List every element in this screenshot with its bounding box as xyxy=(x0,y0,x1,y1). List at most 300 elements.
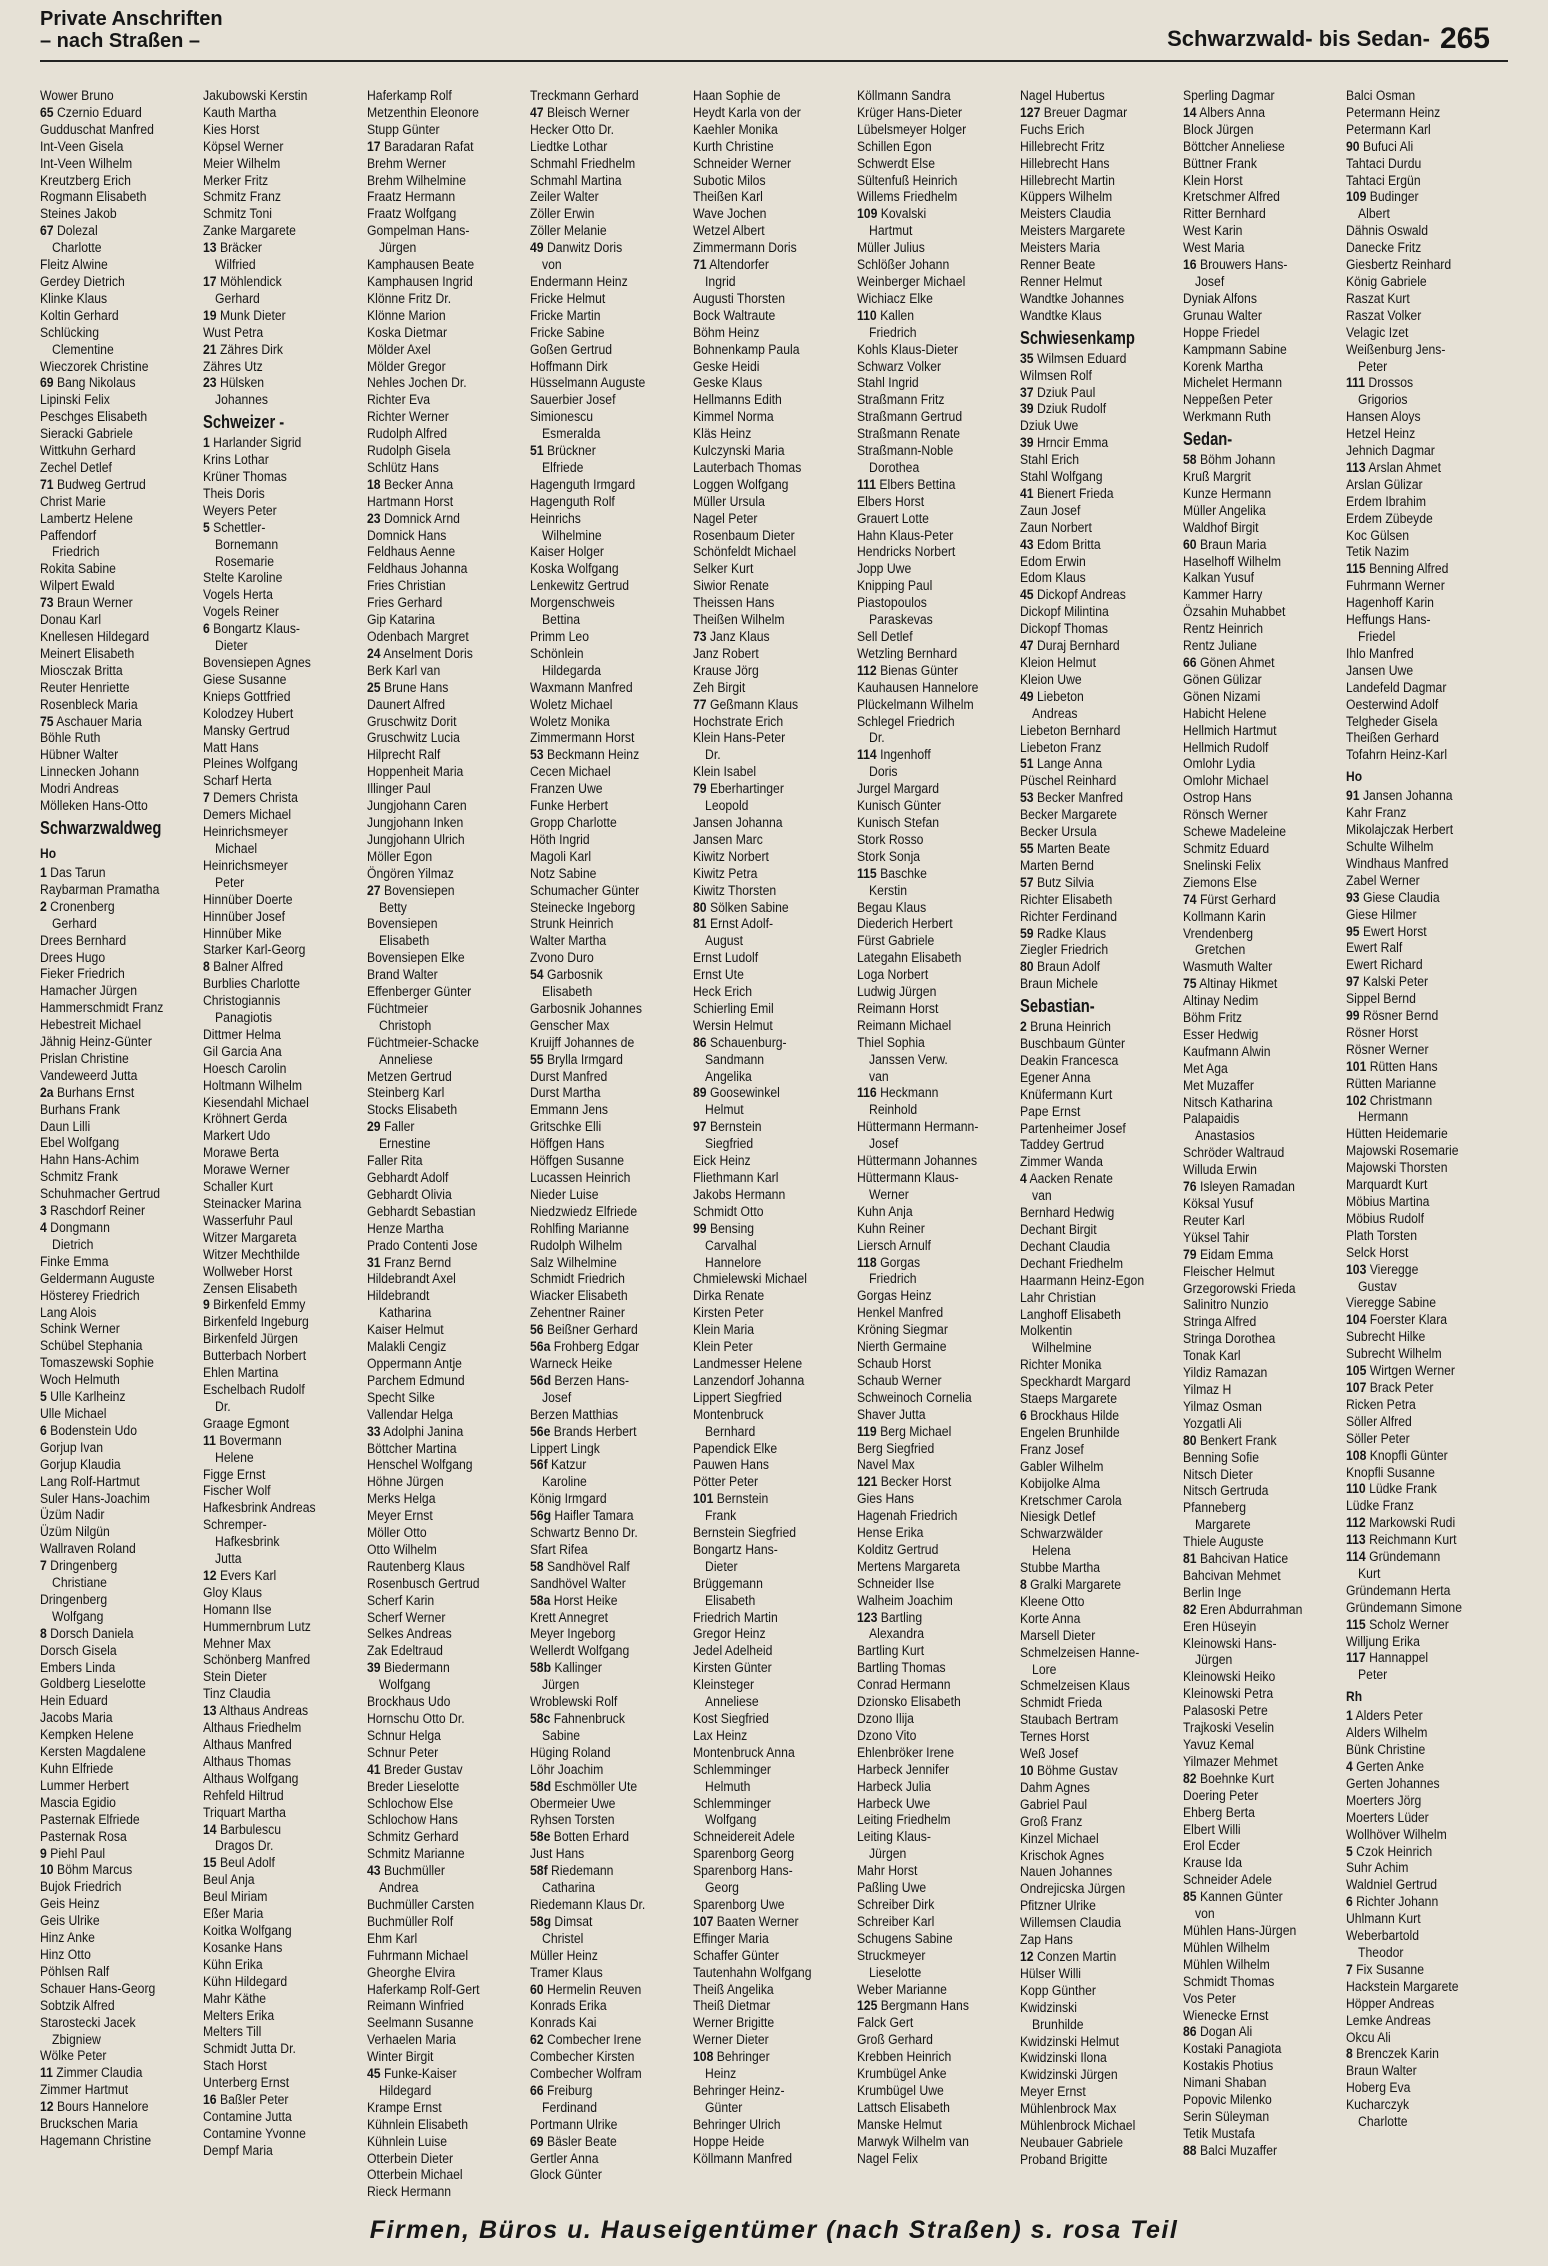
directory-entry: Stringa Alfred xyxy=(1183,1314,1257,1331)
directory-entry: Lattsch Elisabeth xyxy=(856,2099,950,2116)
directory-entry: Leiting Friedhelm xyxy=(856,1812,951,1829)
directory-entry: 12 Conzen Martin xyxy=(1019,1948,1117,1965)
directory-entry: 108 Behringer xyxy=(693,2049,770,2066)
directory-entry: Schneider Ilse xyxy=(856,1575,934,1592)
house-number: 49 xyxy=(1019,688,1034,705)
directory-entry: West Karin xyxy=(1183,223,1243,240)
directory-entry: Stork Rosso xyxy=(856,831,923,848)
entry-continuation: Lieselotte xyxy=(868,1964,921,1981)
directory-entry: 7 Dringenberg xyxy=(40,1558,118,1575)
house-number: 117 xyxy=(1346,1650,1367,1667)
directory-entry: Kauhausen Hannelore xyxy=(856,679,978,696)
directory-entry: Straßmann-Noble xyxy=(856,443,953,460)
directory-entry: Tomaszewski Sophie xyxy=(40,1355,154,1372)
directory-entry: Renner Beate xyxy=(1019,257,1096,274)
directory-entry: Kiwitz Norbert xyxy=(693,848,770,865)
entry-continuation: Bettina xyxy=(541,612,580,629)
directory-entry: Zvono Duro xyxy=(529,950,594,967)
directory-entry: Schmidt Jutta Dr. xyxy=(203,2041,297,2058)
directory-entry: Beul Anja xyxy=(203,1872,255,1889)
directory-entry: Mascia Egidio xyxy=(40,1794,116,1811)
directory-entry: Schmitz Franz xyxy=(203,189,282,206)
directory-entry: Strunk Heinrich xyxy=(529,916,614,933)
house-number: 58f xyxy=(529,1863,548,1880)
directory-entry: Siwior Renate xyxy=(693,578,770,595)
entry-continuation: Johannes xyxy=(215,392,269,409)
directory-entry: Begau Klaus xyxy=(856,899,926,916)
directory-entry: Werner Brigitte xyxy=(693,2015,775,2032)
directory-entry: Goßen Gertrud xyxy=(529,341,612,358)
street-heading: Sebastian- xyxy=(1019,996,1095,1017)
directory-entry: Lang Alois xyxy=(40,1304,97,1321)
directory-entry: Dechant Claudia xyxy=(1019,1238,1111,1255)
entry-continuation: Angelika xyxy=(705,1068,753,1085)
directory-entry: Pauwen Hans xyxy=(693,1457,770,1474)
directory-entry: Gheorghe Elvira xyxy=(366,1964,455,1981)
entry-continuation: Jürgen xyxy=(1195,1652,1233,1669)
directory-entry: Henkel Manfred xyxy=(856,1305,943,1322)
directory-entry: Plückelmann Wilhelm xyxy=(856,696,974,713)
directory-entry: Schaller Kurt xyxy=(203,1179,274,1196)
directory-entry: Arslan Gülizar xyxy=(1346,476,1424,493)
entry-continuation: Wolfgang xyxy=(52,1608,104,1625)
directory-entry: Sültenfuß Heinrich xyxy=(856,172,957,189)
directory-entry: Giese Susanne xyxy=(203,671,287,688)
directory-entry: Kohls Klaus-Dieter xyxy=(856,341,958,358)
directory-entry: Jakobs Hermann xyxy=(693,1186,786,1203)
directory-entry: Yilmaz H xyxy=(1183,1381,1232,1398)
directory-entry: Riedemann Klaus Dr. xyxy=(529,1896,646,1913)
entry-continuation: Clementine xyxy=(52,341,114,358)
directory-entry: 6 Richter Johann xyxy=(1346,1894,1439,1911)
directory-entry: Hahn Klaus-Peter xyxy=(856,527,953,544)
directory-entry: Wersin Helmut xyxy=(693,1017,773,1034)
directory-entry: Schmelzeisen Klaus xyxy=(1019,1678,1130,1695)
directory-entry: Moerters Jörg xyxy=(1346,1792,1422,1809)
directory-entry: Krumbügel Uwe xyxy=(856,2082,944,2099)
house-number: 116 xyxy=(856,1085,877,1102)
directory-entry: Berzen Matthias xyxy=(529,1406,619,1423)
directory-entry: Ondrejicska Jürgen xyxy=(1019,1881,1125,1898)
directory-entry: Kempken Helene xyxy=(40,1727,134,1744)
directory-entry: Neppeßen Peter xyxy=(1183,392,1273,409)
directory-entry: Jansen Uwe xyxy=(1346,662,1414,679)
directory-entry: Dempf Maria xyxy=(203,2142,274,2159)
directory-entry: Serin Süleyman xyxy=(1183,2108,1270,2125)
directory-entry: Korte Anna xyxy=(1019,1610,1081,1627)
directory-entry: Plath Torsten xyxy=(1346,1227,1418,1244)
directory-entry: Treckmann Gerhard xyxy=(529,88,639,104)
directory-entry: Liebeton Franz xyxy=(1019,739,1102,756)
entry-continuation: Kerstin xyxy=(868,882,907,899)
directory-entry: Schierling Emil xyxy=(693,1000,774,1017)
directory-entry: Schlegel Friedrich xyxy=(856,713,955,730)
directory-entry: Schmitz Toni xyxy=(203,206,273,223)
entry-continuation: Frank xyxy=(705,1508,737,1525)
directory-entry: Lippert Lingk xyxy=(529,1440,600,1457)
directory-entry: Gudduschat Manfred xyxy=(40,121,154,138)
entry-continuation: Dietrich xyxy=(52,1236,94,1253)
directory-entry: Weißenburg Jens- xyxy=(1346,341,1446,358)
directory-entry: Faller Rita xyxy=(366,1153,423,1170)
directory-entry: Müller Julius xyxy=(856,240,925,257)
entry-continuation: Reinhold xyxy=(868,1102,917,1119)
directory-entry: Krause Jörg xyxy=(693,662,759,679)
directory-entry: Oppermann Antje xyxy=(366,1355,462,1372)
directory-entry: Brand Walter xyxy=(366,967,438,984)
directory-entry: Kiesendahl Michael xyxy=(203,1094,310,1111)
directory-entry: Unterberg Ernst xyxy=(203,2075,290,2092)
directory-entry: Kühnlein Luise xyxy=(366,2133,447,2150)
directory-entry: Haarmann Heinz-Egon xyxy=(1019,1272,1144,1289)
directory-entry: Fraatz Hermann xyxy=(366,189,455,206)
directory-entry: Gönen Nizami xyxy=(1183,688,1261,705)
entry-continuation: Dieter xyxy=(215,638,248,655)
directory-entry: Gompelman Hans- xyxy=(366,223,470,240)
directory-entry: Ryhsen Torsten xyxy=(529,1812,615,1829)
directory-entry: Rudolph Wilhelm xyxy=(529,1237,623,1254)
directory-entry: Dorsch Gisela xyxy=(40,1642,117,1659)
directory-entry: Scharf Herta xyxy=(203,773,272,790)
directory-entry: Kunisch Stefan xyxy=(856,814,939,831)
directory-entry: Ihlo Manfred xyxy=(1346,645,1415,662)
entry-continuation: Carvalhal xyxy=(705,1237,757,1254)
house-number: 13 xyxy=(203,240,217,257)
directory-entry: Gorjup Ivan xyxy=(40,1439,104,1456)
directory-entry: Fleitz Alwine xyxy=(40,257,108,274)
directory-entry: Brehm Werner xyxy=(366,155,446,172)
entry-continuation: Ingrid xyxy=(705,273,736,290)
directory-entry: Lemke Andreas xyxy=(1346,2012,1432,2029)
directory-entry: Koska Dietmar xyxy=(366,324,447,341)
directory-entry: Schönberg Manfred xyxy=(203,1652,311,1669)
house-number: 74 xyxy=(1183,891,1197,908)
entry-continuation: Wolfgang xyxy=(705,1812,757,1829)
house-number: 8 xyxy=(40,1625,47,1642)
house-number: 107 xyxy=(693,1913,714,1930)
house-number: 7 xyxy=(1346,1961,1354,1978)
entry-continuation: Josef xyxy=(541,1389,572,1406)
directory-entry: Zaun Norbert xyxy=(1019,519,1092,536)
directory-entry: Lübelsmeyer Holger xyxy=(856,121,966,138)
directory-entry: 105 Wirtgen Werner xyxy=(1346,1363,1456,1380)
directory-entry: Fleischer Helmut xyxy=(1183,1263,1275,1280)
directory-entry: Proband Brigitte xyxy=(1019,2151,1108,2168)
directory-column-1 xyxy=(40,88,198,2150)
directory-entry: Hornschu Otto Dr. xyxy=(366,1711,465,1727)
directory-entry: Hense Erika xyxy=(856,1525,923,1542)
directory-entry: 107 Baaten Werner xyxy=(693,1913,799,1930)
directory-entry: Combecher Kirsten xyxy=(529,2049,635,2066)
directory-entry: Palasoski Petre xyxy=(1183,1703,1268,1720)
directory-entry: Glock Günter xyxy=(529,2167,602,2184)
directory-entry: Willjung Erika xyxy=(1346,1633,1421,1650)
directory-entry: 4 Gerten Anke xyxy=(1346,1759,1425,1775)
directory-entry: Demers Michael xyxy=(203,807,292,824)
directory-entry: Effenberger Günter xyxy=(366,984,471,1001)
directory-entry: Müller Ursula xyxy=(693,493,766,510)
house-number: 59 xyxy=(1019,925,1034,942)
header-rule xyxy=(40,60,1508,62)
entry-continuation: Helmuth xyxy=(705,1778,751,1795)
directory-entry: Schaffer Günter xyxy=(693,1947,780,1964)
directory-entry: Mühlenbrock Michael xyxy=(1019,2118,1136,2135)
directory-entry: Piastopoulos xyxy=(856,595,927,612)
directory-entry: Waldniel Gertrud xyxy=(1346,1877,1438,1894)
house-number: 8 xyxy=(1019,1577,1027,1594)
directory-entry: Notz Sabine xyxy=(529,865,597,882)
directory-entry: Zabel Werner xyxy=(1346,872,1421,889)
directory-entry: 80 Braun Adolf xyxy=(1019,959,1100,976)
directory-entry: Hüttermann Hermann- xyxy=(856,1119,978,1136)
directory-entry: 67 Dolezal xyxy=(40,223,98,240)
directory-entry: Palapaidis xyxy=(1183,1111,1240,1128)
house-number: 90 xyxy=(1346,138,1360,155)
directory-entry: 107 Brack Peter xyxy=(1346,1379,1434,1396)
directory-entry: Illinger Paul xyxy=(366,781,431,798)
directory-entry: 19 Munk Dieter xyxy=(203,307,287,324)
entry-continuation: Peter xyxy=(215,874,245,891)
entry-continuation: Hartmut xyxy=(868,223,912,240)
directory-entry: Hülser Willi xyxy=(1019,1965,1081,1982)
house-number: 49 xyxy=(529,240,544,257)
directory-entry: Gerdey Dietrich xyxy=(40,273,125,290)
directory-entry: Tramer Klaus xyxy=(529,1964,603,1981)
directory-entry: 113 Arslan Ahmet xyxy=(1346,459,1442,476)
house-number: 24 xyxy=(366,645,381,662)
directory-entry: Bruckschen Maria xyxy=(40,2116,138,2133)
directory-entry: 41 Bienert Frieda xyxy=(1019,485,1114,502)
directory-entry: Gebhardt Olivia xyxy=(366,1186,452,1203)
house-number: 75 xyxy=(40,713,54,730)
directory-entry: Schneidereit Adele xyxy=(693,1829,795,1846)
directory-entry: 33 Adolphi Janina xyxy=(366,1423,463,1440)
directory-entry: Zanke Margarete xyxy=(203,223,297,240)
house-number: 3 xyxy=(40,1203,47,1220)
directory-entry: Weber Marianne xyxy=(856,1981,947,1998)
directory-entry: Bovensiepen Elke xyxy=(366,950,465,967)
directory-entry: Dziuk Uwe xyxy=(1019,418,1079,435)
directory-entry: Willemsen Claudia xyxy=(1019,1915,1121,1932)
directory-entry: 81 Bahcivan Hatice xyxy=(1183,1551,1289,1568)
house-number: 51 xyxy=(529,443,544,460)
directory-entry: Meier Wilhelm xyxy=(203,155,281,172)
entry-continuation: Hannelore xyxy=(705,1254,762,1271)
directory-entry: Pasternak Elfriede xyxy=(40,1811,140,1828)
directory-entry: 58g Dimsat xyxy=(529,1913,593,1930)
entry-continuation: Friedrich xyxy=(868,1271,917,1288)
directory-entry: Giese Hilmer xyxy=(1346,906,1417,923)
directory-entry: Raszat Volker xyxy=(1346,307,1422,324)
directory-entry: 74 Fürst Gerhard xyxy=(1183,891,1277,908)
directory-entry: Meinert Elisabeth xyxy=(40,645,135,662)
entry-continuation: Charlotte xyxy=(52,240,102,257)
directory-entry: 13 Althaus Andreas xyxy=(203,1703,309,1720)
directory-entry: Jurgel Margard xyxy=(856,781,939,798)
directory-entry: Schmidt Thomas xyxy=(1183,1973,1275,1990)
directory-entry: 5 Schettler- xyxy=(203,519,266,536)
house-number: 97 xyxy=(1346,974,1360,991)
directory-entry: 80 Sölken Sabine xyxy=(693,899,789,916)
directory-entry: Hagenguth Rolf xyxy=(529,493,615,510)
house-number: 1 xyxy=(40,864,47,881)
directory-entry: Matt Hans xyxy=(203,739,259,756)
directory-entry: Zöller Erwin xyxy=(529,206,595,223)
directory-entry: Rentz Juliane xyxy=(1183,638,1258,655)
entry-continuation: Hafkesbrink xyxy=(215,1534,280,1551)
directory-entry: Diederich Herbert xyxy=(856,916,953,933)
entry-continuation: August xyxy=(705,933,744,950)
directory-entry: Straßmann Fritz xyxy=(856,392,944,409)
directory-entry: Sandhövel Walter xyxy=(529,1575,626,1592)
directory-entry: Ludwig Jürgen xyxy=(856,984,936,1001)
directory-entry: Heinrichsmeyer xyxy=(203,857,289,874)
directory-entry: Genscher Max xyxy=(529,1017,610,1034)
directory-entry: Witzer Margareta xyxy=(203,1229,297,1246)
entry-continuation: Dragos Dr. xyxy=(215,1838,274,1855)
directory-entry: Metzen Gertrud xyxy=(366,1068,452,1085)
directory-entry: Hüsselmann Auguste xyxy=(529,375,646,392)
directory-entry: Ziegler Friedrich xyxy=(1019,942,1108,959)
house-number: 104 xyxy=(1346,1312,1367,1329)
directory-entry: 97 Bernstein xyxy=(693,1119,762,1136)
directory-entry: Kuhn Reiner xyxy=(856,1220,925,1237)
directory-entry: Fuhrmann Michael xyxy=(366,1947,468,1964)
directory-entry: Kahr Franz xyxy=(1346,805,1407,822)
directory-entry: Hoppenheit Maria xyxy=(366,764,463,781)
directory-entry: Peschges Elisabeth xyxy=(40,409,148,426)
directory-entry: 9 Birkenfeld Emmy xyxy=(203,1297,306,1314)
directory-entry: 56e Brands Herbert xyxy=(529,1423,637,1440)
directory-entry: Specht Silke xyxy=(366,1389,435,1406)
directory-entry: Schmelzeisen Hanne- xyxy=(1019,1644,1140,1661)
directory-entry: Böttcher Anneliese xyxy=(1183,138,1285,155)
directory-entry: Nitsch Gertruda xyxy=(1183,1483,1269,1500)
directory-entry: Ehlen Martina xyxy=(203,1365,279,1382)
directory-entry: Wetzling Bernhard xyxy=(856,645,957,662)
house-number: 4 xyxy=(1019,1171,1027,1188)
directory-entry: Fricke Martin xyxy=(529,307,601,324)
directory-entry: Zensen Elisabeth xyxy=(203,1280,298,1297)
house-number: 97 xyxy=(693,1119,707,1136)
directory-entry: Burblies Charlotte xyxy=(203,976,301,993)
directory-entry: Kopp Günther xyxy=(1019,1982,1096,1999)
directory-entry: 81 Ernst Adolf- xyxy=(693,916,774,933)
directory-entry: Wetzel Albert xyxy=(693,223,765,240)
directory-entry: Hildebrandt Axel xyxy=(366,1271,456,1288)
directory-entry: Hetzel Heinz xyxy=(1346,426,1416,443)
house-number: 109 xyxy=(1346,189,1367,206)
directory-entry: Schnur Helga xyxy=(366,1727,441,1744)
house-number: 25 xyxy=(366,679,381,696)
directory-entry: Rohlfing Marianne xyxy=(529,1220,629,1237)
directory-entry: Schmitz Gerhard xyxy=(366,1829,459,1846)
directory-entry: 101 Rütten Hans xyxy=(1346,1058,1438,1075)
directory-entry: Knopfli Susanne xyxy=(1346,1464,1436,1481)
directory-entry: Lummer Herbert xyxy=(40,1777,129,1794)
house-number: 13 xyxy=(203,1703,217,1720)
house-number: 77 xyxy=(693,696,707,713)
directory-entry: Meisters Margarete xyxy=(1019,223,1125,240)
directory-entry: 11 Zimmer Claudia xyxy=(40,2065,143,2082)
directory-entry: Kosanke Hans xyxy=(203,1939,283,1956)
house-number: 111 xyxy=(856,476,876,493)
entry-continuation: Karoline xyxy=(541,1474,587,1491)
directory-entry: 115 Scholz Werner xyxy=(1346,1616,1450,1633)
directory-entry: Geis Heinz xyxy=(40,1896,100,1913)
directory-entry: Richter Ferdinand xyxy=(1019,908,1117,925)
directory-entry: 113 Reichmann Kurt xyxy=(1346,1532,1457,1549)
directory-entry: Garbosnik Johannes xyxy=(529,1000,642,1017)
directory-entry: 66 Gönen Ahmet xyxy=(1183,655,1275,671)
directory-entry: Raybarman Pramatha xyxy=(40,881,160,898)
directory-entry: Windhaus Manfred xyxy=(1346,855,1449,872)
directory-entry: Niesigk Detlef xyxy=(1019,1509,1096,1526)
directory-entry: Thiele Auguste xyxy=(1183,1534,1264,1551)
directory-entry: Stubbe Martha xyxy=(1019,1560,1100,1577)
directory-entry: Harbeck Uwe xyxy=(856,1795,930,1812)
directory-entry: Dringenberg xyxy=(40,1591,108,1608)
entry-continuation: Grigorios xyxy=(1358,392,1408,409)
entry-continuation: Alexandra xyxy=(868,1626,924,1643)
entry-continuation: Lore xyxy=(1031,1661,1057,1678)
house-number: 29 xyxy=(366,1119,381,1136)
directory-entry: Theißen Gerhard xyxy=(1346,730,1440,747)
house-number: 39 xyxy=(366,1660,381,1677)
directory-entry: Theiß Angelika xyxy=(693,1981,774,1998)
directory-entry: Konrads Erika xyxy=(529,1998,607,2015)
directory-entry: 109 Budinger xyxy=(1346,189,1419,206)
directory-entry: Liebeton Bernhard xyxy=(1019,722,1121,739)
directory-entry: Subrecht Wilhelm xyxy=(1346,1346,1443,1363)
entry-continuation: Gerhard xyxy=(215,290,261,307)
directory-entry: Schreiber Dirk xyxy=(856,1896,934,1913)
directory-entry: Theißen Wilhelm xyxy=(693,612,785,629)
directory-entry: 37 Dziuk Paul xyxy=(1019,384,1096,401)
directory-entry: 10 Böhme Gustav xyxy=(1019,1763,1118,1779)
house-number: 47 xyxy=(1019,638,1034,655)
house-number: 39 xyxy=(1019,435,1034,452)
entry-continuation: Doris xyxy=(868,764,898,781)
directory-entry: Gloy Klaus xyxy=(203,1584,263,1601)
directory-entry: Kruß Margrit xyxy=(1183,469,1251,486)
entry-continuation: Helena xyxy=(1031,1543,1071,1560)
directory-entry: Kreutzberg Erich xyxy=(40,172,131,189)
directory-entry: Edom Erwin xyxy=(1019,553,1086,570)
directory-entry: Steinacker Marina xyxy=(203,1196,302,1212)
directory-entry: Nimani Shaban xyxy=(1183,2075,1267,2092)
entry-continuation: Josef xyxy=(1195,273,1225,290)
directory-entry: 77 Geßmann Klaus xyxy=(693,696,799,713)
directory-entry: Zimmermann Doris xyxy=(693,240,797,257)
directory-entry: Hammerschmidt Franz xyxy=(40,1000,164,1017)
directory-entry: Lippert Siegfried xyxy=(693,1389,783,1406)
directory-entry: Met Aga xyxy=(1183,1060,1228,1077)
directory-entry: Steines Jakob xyxy=(40,206,117,223)
house-number: 58 xyxy=(1183,452,1197,469)
house-number: 80 xyxy=(693,899,707,916)
directory-entry: 89 Goosewinkel xyxy=(693,1085,781,1102)
directory-entry: Jähnig Heinz-Günter xyxy=(40,1034,152,1051)
directory-entry: Mölleken Hans-Otto xyxy=(40,798,148,815)
entry-continuation: Rosemarie xyxy=(215,553,275,570)
directory-entry: Jakubowski Kerstin xyxy=(203,88,308,104)
directory-entry: Schneider Adele xyxy=(1183,1872,1272,1889)
directory-entry: Köpsel Werner xyxy=(203,138,284,155)
directory-entry: Uhlmann Kurt xyxy=(1346,1911,1421,1928)
directory-entry: Klein Peter xyxy=(693,1339,753,1356)
directory-entry: Lauterbach Thomas xyxy=(693,459,802,476)
